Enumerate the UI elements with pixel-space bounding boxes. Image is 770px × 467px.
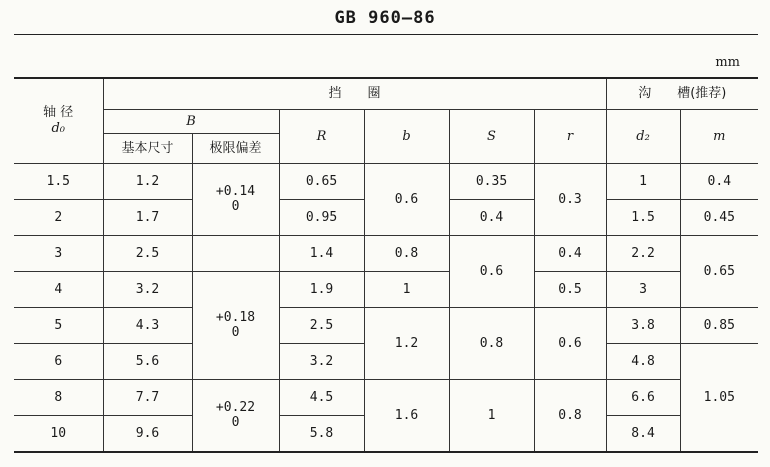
d0-cell: 3: [14, 236, 103, 272]
m-cell: 0.65: [680, 236, 758, 308]
r-cell: 0.4: [534, 236, 606, 272]
d0-cell: 8: [14, 380, 103, 416]
S-cell: 0.4: [449, 200, 534, 236]
B-basic-cell: 2.5: [103, 236, 192, 272]
table-row: [14, 380, 758, 416]
d0-cell: 2: [14, 200, 103, 236]
tolerance-upper: +0.18: [215, 310, 256, 325]
tolerance-cell: [192, 272, 279, 380]
R-cell: 1.4: [279, 236, 364, 272]
S-cell: 0.35: [449, 164, 534, 200]
r-cell: 0.6: [534, 308, 606, 380]
d0-cell: 4: [14, 272, 103, 308]
B-basic-cell: 5.6: [103, 344, 192, 380]
S-cell: 1: [449, 380, 534, 453]
d2-cell: 6.6: [606, 380, 680, 416]
R-cell: 2.5: [279, 308, 364, 344]
header-row-1: [14, 78, 758, 110]
m-cell: 0.45: [680, 200, 758, 236]
title-rule: [14, 34, 758, 35]
retaining-ring-header: 挡 圈: [103, 78, 606, 110]
B-basic-cell: 1.2: [103, 164, 192, 200]
B-basic-cell: 4.3: [103, 308, 192, 344]
d2-cell: 2.2: [606, 236, 680, 272]
table-row: [14, 236, 758, 272]
m-cell: 0.4: [680, 164, 758, 200]
b-header: b: [364, 110, 449, 164]
r-header: r: [534, 110, 606, 164]
R-header: R: [279, 110, 364, 164]
R-cell: 1.9: [279, 272, 364, 308]
tolerance-cell-empty: [192, 236, 279, 272]
B-basic-cell: 7.7: [103, 380, 192, 416]
tolerance-lower: 0: [231, 415, 240, 430]
basic-size-header: 基本尺寸: [103, 134, 192, 164]
b-cell: 1.2: [364, 308, 449, 380]
R-cell: 5.8: [279, 416, 364, 453]
d2-cell: 8.4: [606, 416, 680, 453]
S-cell: 0.6: [449, 236, 534, 308]
B-basic-cell: 1.7: [103, 200, 192, 236]
S-cell: 0.8: [449, 308, 534, 380]
tolerance-cell: [192, 380, 279, 453]
R-cell: 0.95: [279, 200, 364, 236]
tolerance-lower: 0: [231, 199, 240, 214]
table-row: [14, 308, 758, 344]
R-cell: 0.65: [279, 164, 364, 200]
tolerance-lower: 0: [231, 325, 240, 340]
retaining-ring-spec-table: [14, 77, 758, 453]
d0-cell: 5: [14, 308, 103, 344]
d0-cell: 10: [14, 416, 103, 453]
table-row: [14, 164, 758, 200]
tolerance-upper: +0.14: [215, 184, 256, 199]
standard-title: GB 960—86: [334, 8, 436, 28]
shaft-diameter-symbol: d₀: [51, 121, 66, 136]
tolerance-upper: +0.22: [215, 400, 256, 415]
b-cell: 1.6: [364, 380, 449, 453]
d2-cell: 3: [606, 272, 680, 308]
b-cell: 1: [364, 272, 449, 308]
unit-label: mm: [715, 55, 740, 70]
table-row: [14, 272, 758, 308]
d2-cell: 1.5: [606, 200, 680, 236]
m-cell: 0.85: [680, 308, 758, 344]
header-row-2: [14, 110, 758, 134]
shaft-diameter-label: 轴 径: [43, 105, 74, 120]
limit-deviation-header: 极限偏差: [192, 134, 279, 164]
d2-cell: 1: [606, 164, 680, 200]
d0-cell: 1.5: [14, 164, 103, 200]
r-cell: 0.5: [534, 272, 606, 308]
tolerance-cell: [192, 164, 279, 236]
B-basic-cell: 9.6: [103, 416, 192, 453]
B-header: B: [103, 110, 279, 134]
R-cell: 3.2: [279, 344, 364, 380]
S-header: S: [449, 110, 534, 164]
shaft-diameter-header: [14, 78, 103, 164]
d2-cell: 4.8: [606, 344, 680, 380]
d0-cell: 6: [14, 344, 103, 380]
m-cell: 1.05: [680, 344, 758, 453]
m-header: m: [680, 110, 758, 164]
d2-header: d₂: [606, 110, 680, 164]
d2-cell: 3.8: [606, 308, 680, 344]
b-cell: 0.8: [364, 236, 449, 272]
r-cell: 0.3: [534, 164, 606, 236]
R-cell: 4.5: [279, 380, 364, 416]
groove-header: 沟 槽(推荐): [606, 78, 758, 110]
B-basic-cell: 3.2: [103, 272, 192, 308]
r-cell: 0.8: [534, 380, 606, 453]
b-cell: 0.6: [364, 164, 449, 236]
